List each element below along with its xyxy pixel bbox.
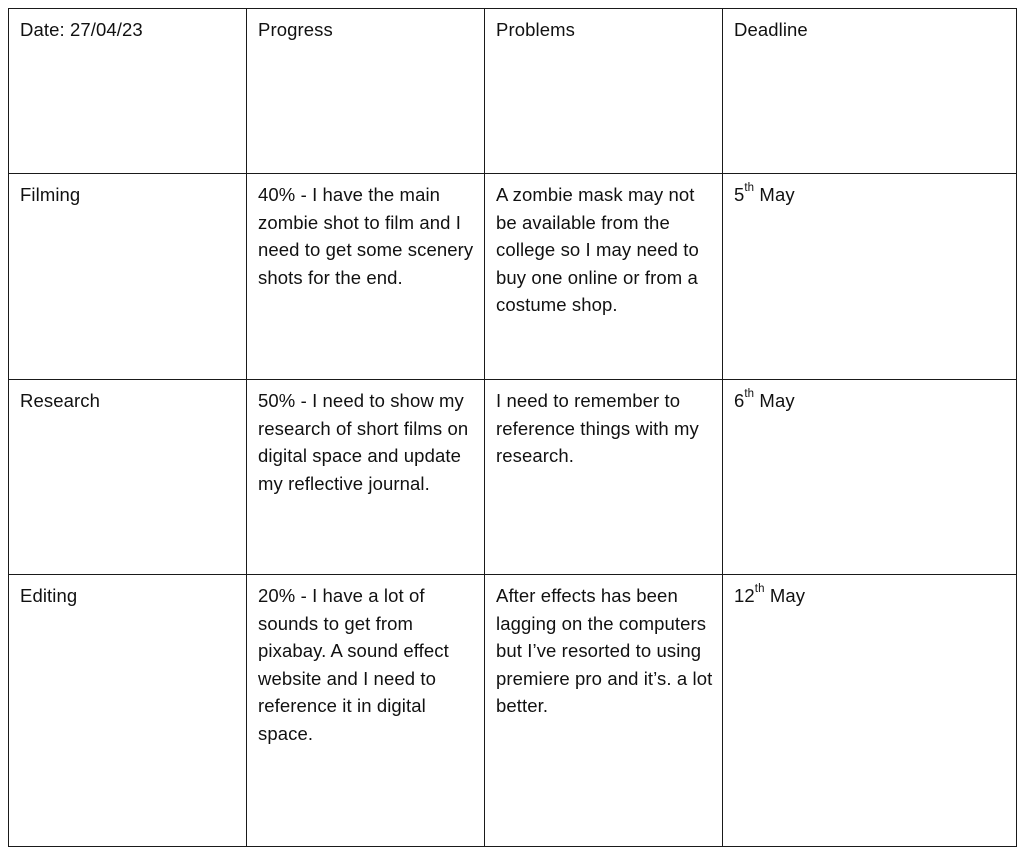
deadline-month: May xyxy=(754,184,795,205)
problems-cell: After effects has been lagging on the computers but I’ve resorted to using premiere pro and it’s. a lot better. xyxy=(485,575,723,847)
table-row xyxy=(9,575,1017,847)
table-header-row xyxy=(9,9,1017,174)
deadline-month: May xyxy=(754,390,795,411)
problems-cell: A zombie mask may not be available from the college so I may need to buy one online or from a costume shop. xyxy=(485,174,723,380)
deadline-header-cell: Deadline xyxy=(723,9,1017,174)
problems-cell: I need to remember to reference things with my research. xyxy=(485,380,723,575)
progress-table xyxy=(8,8,1017,847)
progress-header-cell: Progress xyxy=(247,9,485,174)
task-cell: Filming xyxy=(9,174,247,380)
deadline-cell xyxy=(723,174,1017,380)
deadline-day: 6 xyxy=(734,390,745,411)
table-row xyxy=(9,174,1017,380)
date-header-cell: Date: 27/04/23 xyxy=(9,9,247,174)
task-cell: Research xyxy=(9,380,247,575)
task-cell: Editing xyxy=(9,575,247,847)
deadline-suffix: th xyxy=(744,388,755,400)
table-row xyxy=(9,380,1017,575)
progress-cell: 20% - I have a lot of sounds to get from pixabay. A sound effect website and I need to reference it in digital space. xyxy=(247,575,485,847)
deadline-day: 5 xyxy=(734,184,745,205)
progress-cell: 40% - I have the main zombie shot to film and I need to get some scenery shots for the end. xyxy=(247,174,485,380)
deadline-cell xyxy=(723,380,1017,575)
deadline-month: May xyxy=(764,585,806,606)
deadline-cell xyxy=(723,575,1017,847)
deadline-suffix: th xyxy=(744,182,755,194)
deadline-suffix: th xyxy=(754,583,765,595)
problems-header-cell: Problems xyxy=(485,9,723,174)
progress-cell: 50% - I need to show my research of short films on digital space and update my reflective journal. xyxy=(247,380,485,575)
deadline-day: 12 xyxy=(734,585,755,606)
